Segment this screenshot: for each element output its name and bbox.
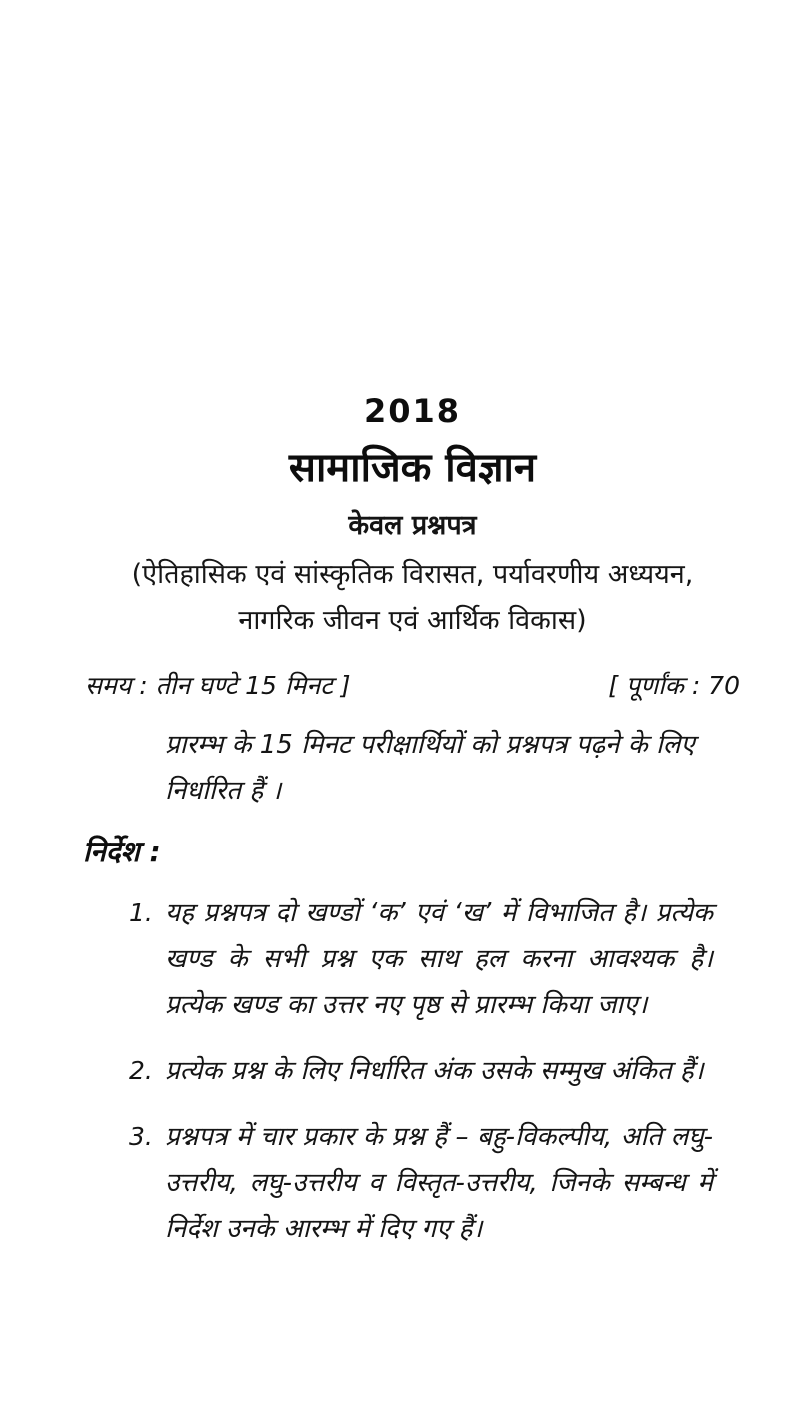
instructions-list [85, 890, 740, 1252]
page-content [85, 392, 740, 1272]
subject-scope-line1: (ऐतिहासिक एवं सांस्कृतिक विरासत, पर्यावरणीय अध्ययन, [131, 559, 694, 590]
instruction-text: प्रत्येक प्रश्न के लिए निर्धारित अंक उसके सम्मुख अंकित हैं। [165, 1056, 704, 1086]
instruction-number: 2. [129, 1056, 153, 1085]
subject-scope [85, 552, 740, 644]
page-title: सामाजिक विज्ञान [288, 445, 537, 491]
time-allowed-label: समय : तीन घण्टे 15 मिनट ] [85, 671, 351, 700]
instruction-number: 1. [129, 898, 153, 927]
exam-year: 2018 [363, 392, 462, 430]
subject-scope-line2: नागरिक जीवन एवं आर्थिक विकास) [238, 605, 587, 636]
instruction-text: यह प्रश्नपत्र दो खण्डों ‘क’ एवं ‘ख’ में विभाजित है। प्रत्येक खण्ड के सभी प्रश्न एक साथ हल करना आवश्यक है। प्रत्येक खण्ड का उत्तर नए पृष्ठ से प्रारम्भ किया जाए। [165, 898, 713, 1020]
maximum-marks-label: [ पूर्णांक : 70 [608, 671, 740, 700]
instruction-item [85, 1114, 740, 1252]
instruction-item [85, 890, 740, 1028]
instruction-text: प्रश्नपत्र में चार प्रकार के प्रश्न हैं – बहु-विकल्पीय, अति लघु-उत्तरीय, लघु-उत्तरीय व विस्तृत-उत्तरीय, जिनके सम्बन्ध में निर्देश उनके आरम्भ में दिए गए हैं। [165, 1122, 713, 1244]
instruction-number: 3. [129, 1122, 153, 1151]
paper-subtitle: केवल प्रश्नपत्र [348, 510, 477, 541]
reading-time-note: प्रारम्भ के 15 मिनट परीक्षार्थियों को प्रश्नपत्र पढ़ने के लिए निर्धारित हैं । [165, 730, 695, 806]
instruction-item [85, 1048, 740, 1094]
time-marks-row [85, 668, 740, 702]
instructions-heading: निर्देश : [83, 835, 161, 868]
